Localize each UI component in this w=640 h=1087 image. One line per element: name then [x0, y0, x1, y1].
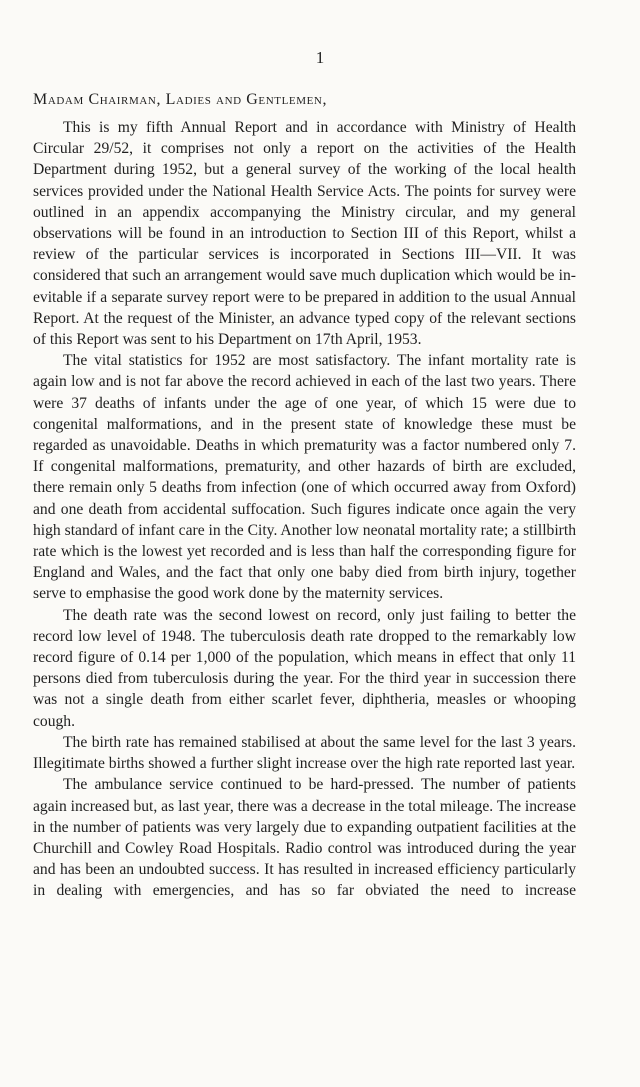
paragraph-ambulance-service: The ambulance service continued to be hard-pressed. The number of patients again increased but, as last year, there was a decrease in the total mileage. The increase in the number of patients was very largely due to expanding outpatient facilities at the Churchill and Cowley Road Hospitals. Radio control was introduced during the year and has been an undoubted success. It has resulted in increased efficiency particularly in dealing with emergencies, and has so far obviated the need to increase [33, 776, 576, 900]
paragraph-vital-statistics: The vital statistics for 1952 are most satisfactory. The infant mortality rate is again low and is not far above the record achieved in each of the last two years. There were 37 deaths of infants under the age of one year, of which 15 were due to congenital malformations, and in the present state of knowledge these must be regarded as unavoidable. Deaths in which prematurity was a factor numbered only 7. If congenital malformations, prematurity, and other hazards of birth are excluded, there remain only 5 deaths from infection (one of which occurred away from Oxford) and one death from accidental suffocation. Such figures indicate once again the very high standard of infant care in the City. Another low neonatal mortality rate; a stillbirth rate which is the lowest yet recorded and is less than half the corresponding figure for England and Wales, and the fact that only one baby died from birth injury, together serve to emphasise the good work done by the maternity services. [33, 352, 576, 603]
salutation: Madam Chairman, Ladies and Gentlemen, [33, 91, 328, 108]
paragraph-fifth-annual-report: This is my fifth Annual Report and in accordance with Ministry of Health Circular 29/52, it comprises not only a report on the activities of the Health Department during 1952, but a general survey of the working of the local health services provided under the National Health Service Acts. The points for survey were outlined in an appendix accompanying the Ministry circular, and my general observations will be found in an introduction to Section III of this Report, whilst a review of the particular services is incorporated in Sections III—VII. It was considered that such an arrangement would save much duplication which would be inevitable if a separate survey report were to be prepared in addition to the usual Annual Report. At the request of the Minister, an advance typed copy of the relevant sections of this Report was sent to his Department on 17th April, 1953. [33, 119, 576, 349]
page-number: 1 [315, 48, 325, 67]
paragraph-birth-rate: The birth rate has remained stabilised at about the same level for the last 3 years. Illegitimate births showed a further slight increase over the high rate reported last year. [33, 733, 576, 773]
paragraph-death-rate: The death rate was the second lowest on record, only just failing to better the record low level of 1948. The tuberculosis death rate dropped to the remarkably low record figure of 0.14 per 1,000 of the population, which means in effect that only 11 persons died from tuberculosis during the year. For the third year in succession there was not a single death from either scarlet fever, diphtheria, measles or whooping cough. [33, 606, 576, 730]
report-body [33, 117, 576, 902]
